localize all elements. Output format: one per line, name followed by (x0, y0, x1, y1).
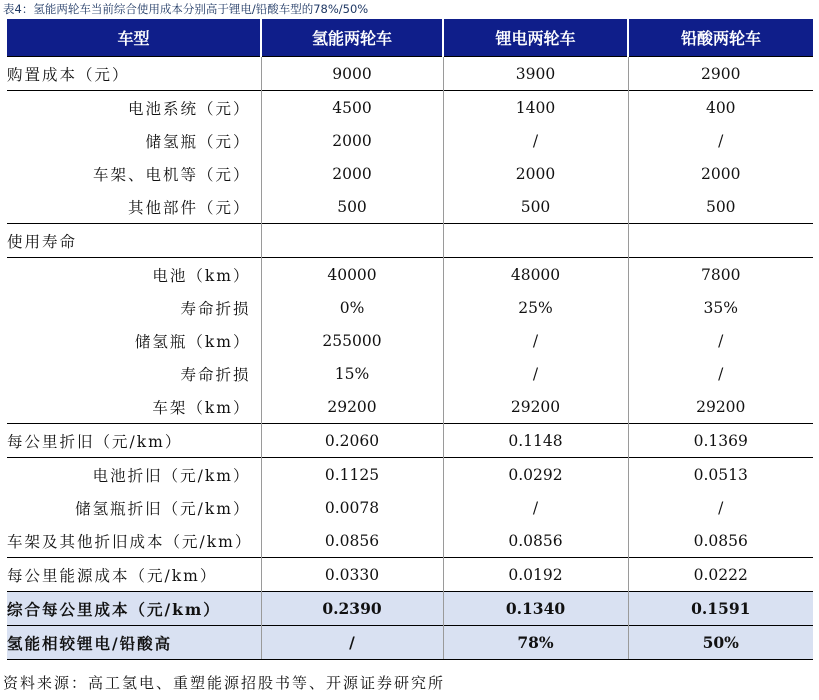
cell-lithium: 0.1148 (443, 424, 628, 458)
table-row (7, 558, 813, 592)
cell-hydrogen: 255000 (261, 324, 443, 357)
cell-lithium: 48000 (443, 258, 628, 292)
cell-hydrogen: 40000 (261, 258, 443, 292)
cell-hydrogen: 0.0078 (261, 491, 443, 524)
row-label: 其他部件（元） (127, 198, 251, 217)
cell-lead-acid: 35% (628, 291, 813, 324)
cell-hydrogen (261, 224, 443, 258)
row-label: 车架（km） (152, 398, 251, 417)
cell-lead-acid: 50% (628, 626, 813, 660)
cell-lead-acid: / (628, 491, 813, 524)
table-row (7, 357, 813, 390)
cell-lithium (443, 224, 628, 258)
cell-lithium: / (443, 491, 628, 524)
cell-hydrogen: 0.2060 (261, 424, 443, 458)
cell-lead-acid: 500 (628, 190, 813, 224)
cell-hydrogen: 0.2390 (261, 592, 443, 626)
row-label: 电池（km） (7, 258, 261, 292)
table-row (7, 190, 813, 224)
cell-lithium: / (443, 324, 628, 357)
cell-hydrogen: 500 (261, 190, 443, 224)
cell-lead-acid: 0.1369 (628, 424, 813, 458)
table-row (7, 57, 813, 91)
row-label: 综合每公里成本（元/km） (7, 592, 261, 626)
cell-lead-acid: 0.1591 (628, 592, 813, 626)
cell-lead-acid: 29200 (628, 390, 813, 424)
cell-hydrogen: 15% (261, 357, 443, 390)
cell-hydrogen: 9000 (261, 57, 443, 91)
cell-lead-acid: 400 (628, 91, 813, 125)
table-row (7, 424, 813, 458)
cell-lithium: 78% (443, 626, 628, 660)
cell-hydrogen: 2000 (261, 157, 443, 190)
cell-hydrogen: 0.0330 (261, 558, 443, 592)
cell-lead-acid: / (628, 357, 813, 390)
table-row-highlighted (7, 626, 813, 660)
table-row (7, 324, 813, 357)
cell-lithium: 0.0292 (443, 458, 628, 492)
cell-lithium: 3900 (443, 57, 628, 91)
row-label: 电池系统（元） (7, 91, 261, 125)
table-row (7, 458, 813, 492)
row-label: 储氢瓶（元） (145, 132, 251, 151)
table-header-row (7, 19, 813, 57)
header-hydrogen: 氢能两轮车 (261, 19, 443, 57)
row-label: 储氢瓶折旧（元/km） (75, 499, 251, 518)
cell-lithium: 0.0192 (443, 558, 628, 592)
header-vehicle-type: 车型 (7, 19, 261, 57)
table-row (7, 157, 813, 190)
row-label: 电池折旧（元/km） (7, 458, 261, 492)
cell-lead-acid (628, 224, 813, 258)
table-row (7, 524, 813, 558)
cell-hydrogen: 2000 (261, 124, 443, 157)
cell-lead-acid: / (628, 324, 813, 357)
row-label: 使用寿命 (7, 224, 261, 258)
cell-lithium: 0.1340 (443, 592, 628, 626)
cell-hydrogen: 29200 (261, 390, 443, 424)
cell-hydrogen: 0% (261, 291, 443, 324)
table-row (7, 291, 813, 324)
cell-lithium: / (443, 357, 628, 390)
table-row (7, 91, 813, 125)
header-lithium: 锂电两轮车 (443, 19, 628, 57)
row-label: 车架、电机等（元） (92, 165, 251, 184)
table-row (7, 124, 813, 157)
cell-lithium: 1400 (443, 91, 628, 125)
cell-lithium: / (443, 124, 628, 157)
table-row-highlighted (7, 592, 813, 626)
cell-hydrogen: 0.0856 (261, 524, 443, 558)
table-row (7, 390, 813, 424)
table-row (7, 224, 813, 258)
cell-lead-acid: 7800 (628, 258, 813, 292)
row-label: 车架及其他折旧成本（元/km） (7, 532, 253, 551)
cell-lead-acid: / (628, 124, 813, 157)
cell-hydrogen: / (261, 626, 443, 660)
table-row (7, 258, 813, 292)
source-note: 资料来源：高工氢电、重塑能源招股书等、开源证券研究所 (3, 674, 446, 692)
row-label: 每公里能源成本（元/km） (7, 558, 261, 592)
row-label: 储氢瓶（km） (134, 332, 251, 351)
table-row (7, 491, 813, 524)
row-label: 寿命折损 (180, 365, 251, 384)
header-lead-acid: 铅酸两轮车 (628, 19, 813, 57)
cell-lithium: 29200 (443, 390, 628, 424)
cell-lead-acid: 0.0222 (628, 558, 813, 592)
row-label: 寿命折损 (180, 299, 251, 318)
cell-lithium: 2000 (443, 157, 628, 190)
cell-lead-acid: 0.0856 (628, 524, 813, 558)
table-caption: 表4：氢能两轮车当前综合使用成本分别高于锂电/铅酸车型的78%/50% (3, 2, 369, 16)
cell-hydrogen: 0.1125 (261, 458, 443, 492)
cell-lithium: 25% (443, 291, 628, 324)
cost-comparison-table (7, 19, 813, 660)
cell-hydrogen: 4500 (261, 91, 443, 125)
cell-lithium: 0.0856 (443, 524, 628, 558)
cell-lead-acid: 2000 (628, 157, 813, 190)
cell-lead-acid: 0.0513 (628, 458, 813, 492)
row-label: 氢能相较锂电/铅酸高 (7, 626, 261, 660)
cell-lead-acid: 2900 (628, 57, 813, 91)
row-label: 每公里折旧（元/km） (7, 424, 261, 458)
cell-lithium: 500 (443, 190, 628, 224)
row-label: 购置成本（元） (7, 57, 261, 91)
